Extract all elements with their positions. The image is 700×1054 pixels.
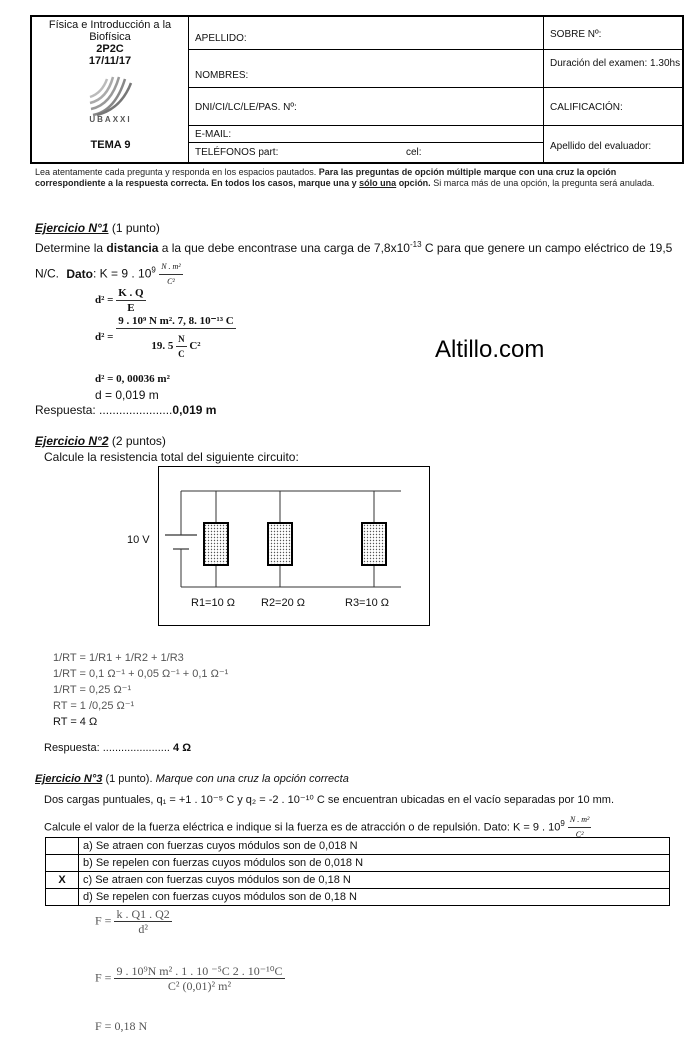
calificacion-field[interactable]: CALIFICACIÓN: <box>544 88 682 126</box>
dni-field[interactable]: DNI/CI/LC/LE/PAS. Nº: <box>189 88 543 126</box>
ex1-k-num: N . m² <box>159 260 183 275</box>
r2-label: R2=20 Ω <box>261 597 305 609</box>
instructions-text-2: Para las preguntas de opción múltiple marque con una cruz la opción correspondiente a la respuesta correcta. <box>35 167 617 188</box>
ex3-f1-lhs: F = <box>95 913 112 928</box>
ex3-k-den: C² <box>575 830 584 839</box>
watermark: Altillo.com <box>435 336 545 363</box>
ex1-title <box>35 221 160 235</box>
ex1-resp-label: Respuesta: <box>35 403 96 417</box>
ex2-step: RT = 1 /0,25 Ω⁻¹ <box>53 700 135 712</box>
ex1-f2-den-a: 19. 5 <box>151 340 174 353</box>
ex1-q-exp: -13 <box>409 240 422 249</box>
ex1-k: : K = 9 . 10 <box>93 266 152 281</box>
ex3-formula-2 <box>95 964 285 993</box>
option-checkbox[interactable] <box>46 855 79 872</box>
ex1-f2-lhs: d² = <box>95 331 114 344</box>
ex3-points: (1 punto). <box>105 773 153 785</box>
logo-text: UBAXXI <box>89 115 132 124</box>
ex1-points: (1 punto) <box>111 221 160 235</box>
ex2-step: 1/RT = 0,1 Ω⁻¹ + 0,05 Ω⁻¹ + 0,1 Ω⁻¹ <box>53 668 229 680</box>
ex1-dato-label: Dato <box>66 266 94 281</box>
ex2-resp-dots: ...................... <box>102 742 170 754</box>
ex1-answer <box>35 403 216 417</box>
evaluador-field[interactable]: Apellido del evaluador: <box>550 141 652 152</box>
ex3-f2-frac <box>114 964 284 993</box>
instructions-text-3: En todos los casos, marque una y <box>211 178 357 188</box>
ex1-resp-val: 0,019 m <box>172 403 217 417</box>
ex1-title-text: Ejercicio N°1 <box>35 221 109 235</box>
option-text: c) Se atraen con fuerzas cuyos módulos son de 0,18 N <box>79 872 670 889</box>
option-checkbox[interactable] <box>46 838 79 855</box>
ex1-q-c: a la que debe encontrase una carga de 7,8x10 <box>161 241 410 255</box>
ex3-f2-num: 9 . 10⁹N m² . 1 . 10 ⁻⁵C 2 . 10⁻¹⁰C <box>116 964 283 978</box>
ex1-f1-num: K . Q <box>118 287 144 299</box>
circuit-diagram <box>127 466 430 626</box>
voltage-label: 10 V <box>127 534 150 546</box>
exam-date: 17/11/17 <box>88 55 132 67</box>
ex3-k-num: N . m² <box>568 813 592 828</box>
instructions-text-5: opción. <box>398 178 431 188</box>
ex1-f2-num: 9 . 10⁹ N m². 7, 8. 10⁻¹³ C <box>118 315 234 327</box>
ex1-q-a: Determine la <box>35 241 104 255</box>
apellido-field[interactable]: APELLIDO: <box>189 17 543 50</box>
ex3-instruction: Marque con una cruz la opción correcta <box>155 773 349 785</box>
option-text: b) Se repelen con fuerzas cuyos módulos son de 0,018 N <box>79 855 670 872</box>
ex2-steps <box>53 650 228 730</box>
course-name: Física e Introducción a la Biofísica <box>48 19 172 43</box>
ex3-result: F = 0,18 N <box>95 1019 148 1033</box>
ex1-f2-den <box>116 329 236 361</box>
ex3-title <box>35 773 349 785</box>
ex1-f2-den-frac <box>176 332 187 361</box>
ex1-f1-lhs: d² = <box>95 294 114 307</box>
ex2-question: Calcule la resistencia total del siguiente circuito: <box>44 450 299 464</box>
ex2-title-text: Ejercicio N°2 <box>35 434 109 448</box>
instructions <box>35 167 687 189</box>
instructions-text-6: Si marca más de una opción, la pregunta será anulada. <box>433 178 655 188</box>
ex1-k-den: C² <box>167 277 175 286</box>
ex1-f1-den: E <box>127 302 135 314</box>
ex1-k-exp: 9 <box>151 265 156 275</box>
nombres-field[interactable]: NOMBRES: <box>189 50 543 88</box>
r1-label: R1=10 Ω <box>191 597 235 609</box>
resistor-r1 <box>204 523 228 565</box>
ex3-f1-num: k . Q1 . Q2 <box>116 907 170 921</box>
ex2-resp-val: 4 Ω <box>173 742 192 754</box>
ex3-title-text: Ejercicio N°3 <box>35 773 103 785</box>
ex3-formula-1 <box>95 907 172 936</box>
option-text: a) Se atraen con fuerzas cuyos módulos son de 0,018 N <box>79 838 670 855</box>
course-cell <box>32 17 189 162</box>
option-row[interactable] <box>46 872 670 889</box>
resistor-r2 <box>268 523 292 565</box>
option-row[interactable] <box>46 838 670 855</box>
admin-cell <box>544 17 682 162</box>
ex3-line1: Dos cargas puntuales, q₁ = +1 . 10⁻⁵ C y q₂ = -2 . 10⁻¹⁰ C se encuentran ubicadas en el vacío separadas por 10 mm. <box>44 794 615 806</box>
telefonos-label: TELÉFONOS part: <box>195 147 279 158</box>
ex1-question <box>35 238 695 255</box>
ex2-answer <box>44 741 191 755</box>
ex2-step: 1/RT = 1/R1 + 1/R2 + 1/R3 <box>53 652 184 664</box>
ex1-resp-dots: ...................... <box>99 403 173 417</box>
telefonos-field[interactable] <box>189 143 543 162</box>
ex3-f1-frac <box>114 907 171 936</box>
ex1-f2-frac <box>116 314 236 361</box>
ex1-q-d: C para que genere un campo eléctrico de 19,5 <box>424 241 673 255</box>
ex1-q-e: N/C. <box>35 266 59 281</box>
cel-label: cel: <box>406 147 422 158</box>
ex2-points: (2 puntos) <box>111 434 166 448</box>
option-checkbox[interactable] <box>46 889 79 906</box>
ex2-step: 1/RT = 0,25 Ω⁻¹ <box>53 684 132 696</box>
ex1-k-frac <box>159 260 183 289</box>
ex2-resp-label: Respuesta: <box>44 742 100 754</box>
ex1-f2-den-b: C² <box>189 340 201 353</box>
option-text: d) Se repelen con fuerzas cuyos módulos son de 0,18 N <box>79 889 670 906</box>
ubaxxi-logo-icon <box>87 73 133 117</box>
ex3-f1-den: d² <box>138 922 148 936</box>
option-row[interactable] <box>46 889 670 906</box>
option-checkbox[interactable]: X <box>46 872 79 889</box>
ex1-q-b: distancia <box>106 241 159 255</box>
option-row[interactable] <box>46 855 670 872</box>
duracion-label: Duración del examen: 1.30hs <box>544 50 682 88</box>
ex1-result-2: d = 0,019 m <box>95 388 159 402</box>
email-field[interactable]: E-MAIL: <box>189 126 543 143</box>
ex1-f1-frac <box>116 286 145 315</box>
ex3-line2-text: Calcule el valor de la fuerza eléctrica e indique si la fuerza es de atracción o de repulsión. Dato: K = 9 . 10 <box>44 821 561 834</box>
ex1-dato <box>35 260 183 289</box>
resistor-r3 <box>362 523 386 565</box>
r3-label: R3=10 Ω <box>345 597 389 609</box>
ex3-options-table <box>45 837 670 906</box>
ex2-step: RT = 4 Ω <box>53 716 98 728</box>
student-info-cell <box>189 17 544 162</box>
sobre-field[interactable]: SOBRE Nº: <box>544 17 682 50</box>
ex1-result-1: d² = 0, 00036 m² <box>95 373 170 385</box>
ex2-title <box>35 434 166 448</box>
ex1-formula-1 <box>95 286 146 315</box>
instructions-text-1: Lea atentamente cada pregunta y responda en los espacios pautados. <box>35 167 317 177</box>
ex3-k-exp: 9 <box>560 818 565 828</box>
ex3-f2-den: C² (0,01)² m² <box>167 979 232 993</box>
ex1-formula-2 <box>95 314 236 361</box>
tema-label: TEMA 9 <box>90 139 131 151</box>
course-code: 2P2C <box>96 43 124 55</box>
ex1-f2-den-n: N <box>176 332 187 347</box>
exam-header <box>30 15 684 164</box>
ex1-f2-den-d: C <box>178 349 185 359</box>
ex3-f2-lhs: F = <box>95 970 112 985</box>
instructions-text-4: sólo una <box>359 178 397 188</box>
